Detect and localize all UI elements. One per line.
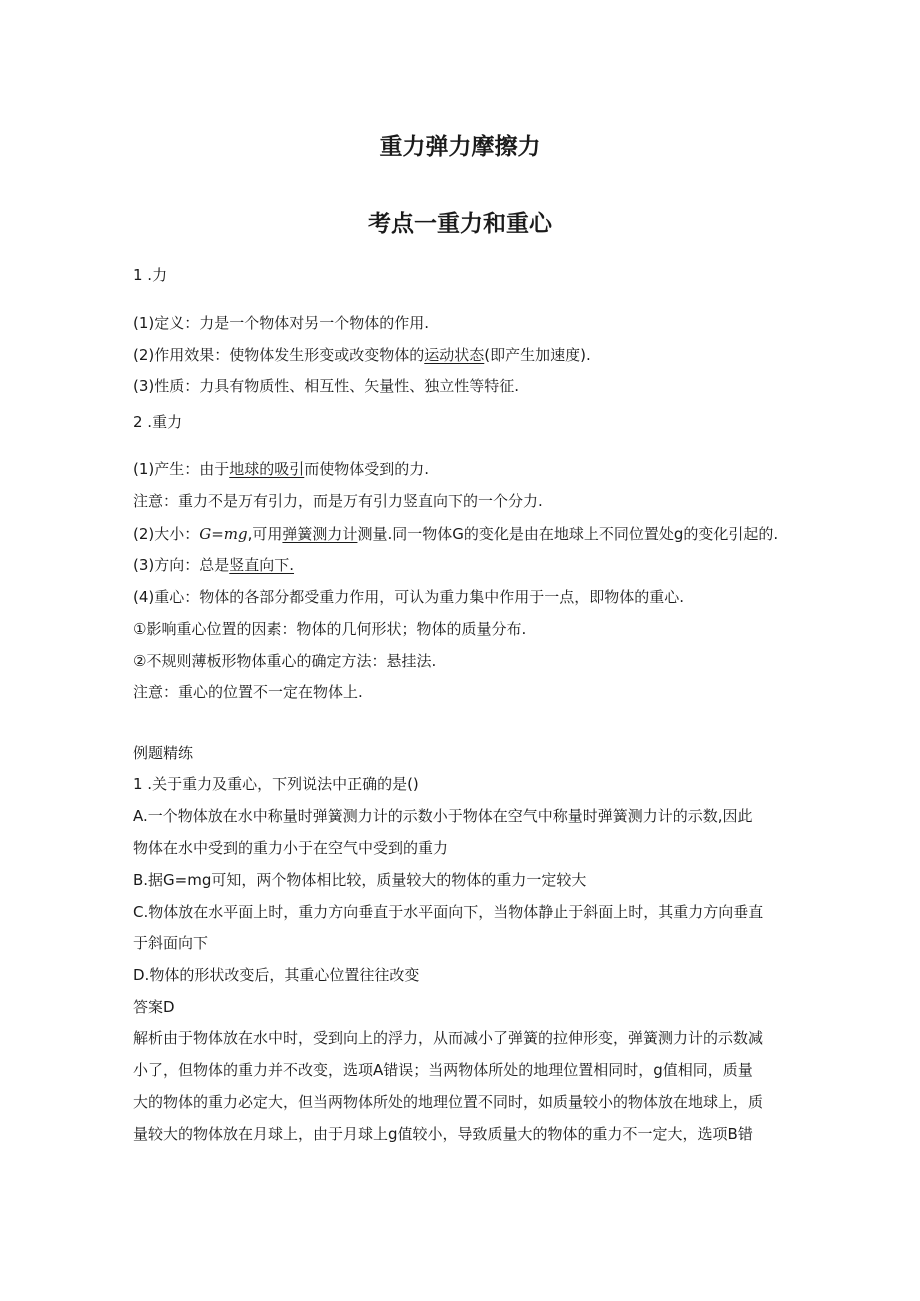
text: (1)产生：由于 bbox=[133, 460, 230, 478]
explanation-line4: 量较大的物体放在月球上，由于月球上g值较小，导致质量大的物体的重力不一定大，选项B错 bbox=[133, 1125, 753, 1143]
text: 测量.同一物体G的变化是由在地球上不同位置处g的变化引起的. bbox=[357, 525, 779, 543]
heading-force: 1 .力 bbox=[133, 266, 168, 284]
option-c-line1: C.物体放在水平面上时，重力方向垂直于水平面向下，当物体静止于斜面上时，其重力方向垂直 bbox=[133, 903, 764, 921]
example-heading: 例题精练 bbox=[133, 744, 194, 762]
text: 而使物体受到的力. bbox=[304, 460, 430, 478]
option-c-line2: 于斜面向下 bbox=[133, 934, 209, 952]
answer: 答案D bbox=[133, 998, 175, 1016]
explanation-line2: 小了，但物体的重力并不改变，选项A错误；当两物体所处的地理位置相同时，g值相同，质量 bbox=[133, 1061, 753, 1079]
formula: G=mg bbox=[199, 525, 248, 543]
para-direction bbox=[133, 555, 793, 575]
note-gravity: 注意：重力不是万有引力，而是万有引力竖直向下的一个分力. bbox=[133, 492, 543, 510]
underlined-term: 运动状态 bbox=[424, 346, 485, 364]
option-a-line1: A.一个物体放在水中称量时弹簧测力计的示数小于物体在空气中称量时弹簧测力计的示数,因此 bbox=[133, 807, 753, 825]
option-b: B.据G=mg可知，两个物体相比较，质量较大的物体的重力一定较大 bbox=[133, 871, 587, 889]
option-a-line2: 物体在水中受到的重力小于在空气中受到的重力 bbox=[133, 839, 449, 857]
para-cog-method: ②不规则薄板形物体重心的确定方法：悬挂法. bbox=[133, 652, 437, 670]
heading-gravity: 2 .重力 bbox=[133, 413, 183, 431]
para-origin bbox=[133, 459, 793, 479]
para-property: (3)性质：力具有物质性、相互性、矢量性、独立性等特征. bbox=[133, 377, 520, 395]
explanation-line3: 大的物体的重力必定大，但当两物体所处的地理位置不同时，如质量较小的物体放在地球上，质 bbox=[133, 1093, 764, 1111]
text: (2)作用效果：使物体发生形变或改变物体的 bbox=[133, 346, 425, 364]
underlined-term: 弹簧测力计 bbox=[282, 525, 358, 543]
para-center-of-gravity: (4)重心：物体的各部分都受重力作用，可认为重力集中作用于一点，即物体的重心. bbox=[133, 588, 685, 606]
document-title: 重力弹力摩擦力 bbox=[379, 134, 541, 160]
explanation-line1: 解析由于物体放在水中时，受到向上的浮力，从而减小了弹簧的拉伸形变，弹簧测力计的示数减 bbox=[133, 1029, 764, 1047]
text: (3)方向：总是 bbox=[133, 556, 230, 574]
text: ,可用 bbox=[247, 525, 283, 543]
option-d: D.物体的形状改变后，其重心位置往往改变 bbox=[133, 966, 420, 984]
para-definition: (1)定义：力是一个物体对另一个物体的作用. bbox=[133, 314, 430, 332]
question-1: 1 .关于重力及重心，下列说法中正确的是() bbox=[133, 775, 419, 793]
note-cog: 注意：重心的位置不一定在物体上. bbox=[133, 683, 363, 701]
text: (即产生加速度). bbox=[484, 346, 591, 364]
underlined-term: 竖直向下. bbox=[229, 556, 295, 574]
para-magnitude bbox=[133, 524, 793, 544]
para-effect bbox=[133, 345, 793, 365]
para-cog-factors: ①影响重心位置的因素：物体的几何形状；物体的质量分布. bbox=[133, 620, 527, 638]
section-title: 考点一重力和重心 bbox=[368, 211, 552, 237]
underlined-term: 地球的吸引 bbox=[229, 460, 305, 478]
text: (2)大小： bbox=[133, 525, 200, 543]
